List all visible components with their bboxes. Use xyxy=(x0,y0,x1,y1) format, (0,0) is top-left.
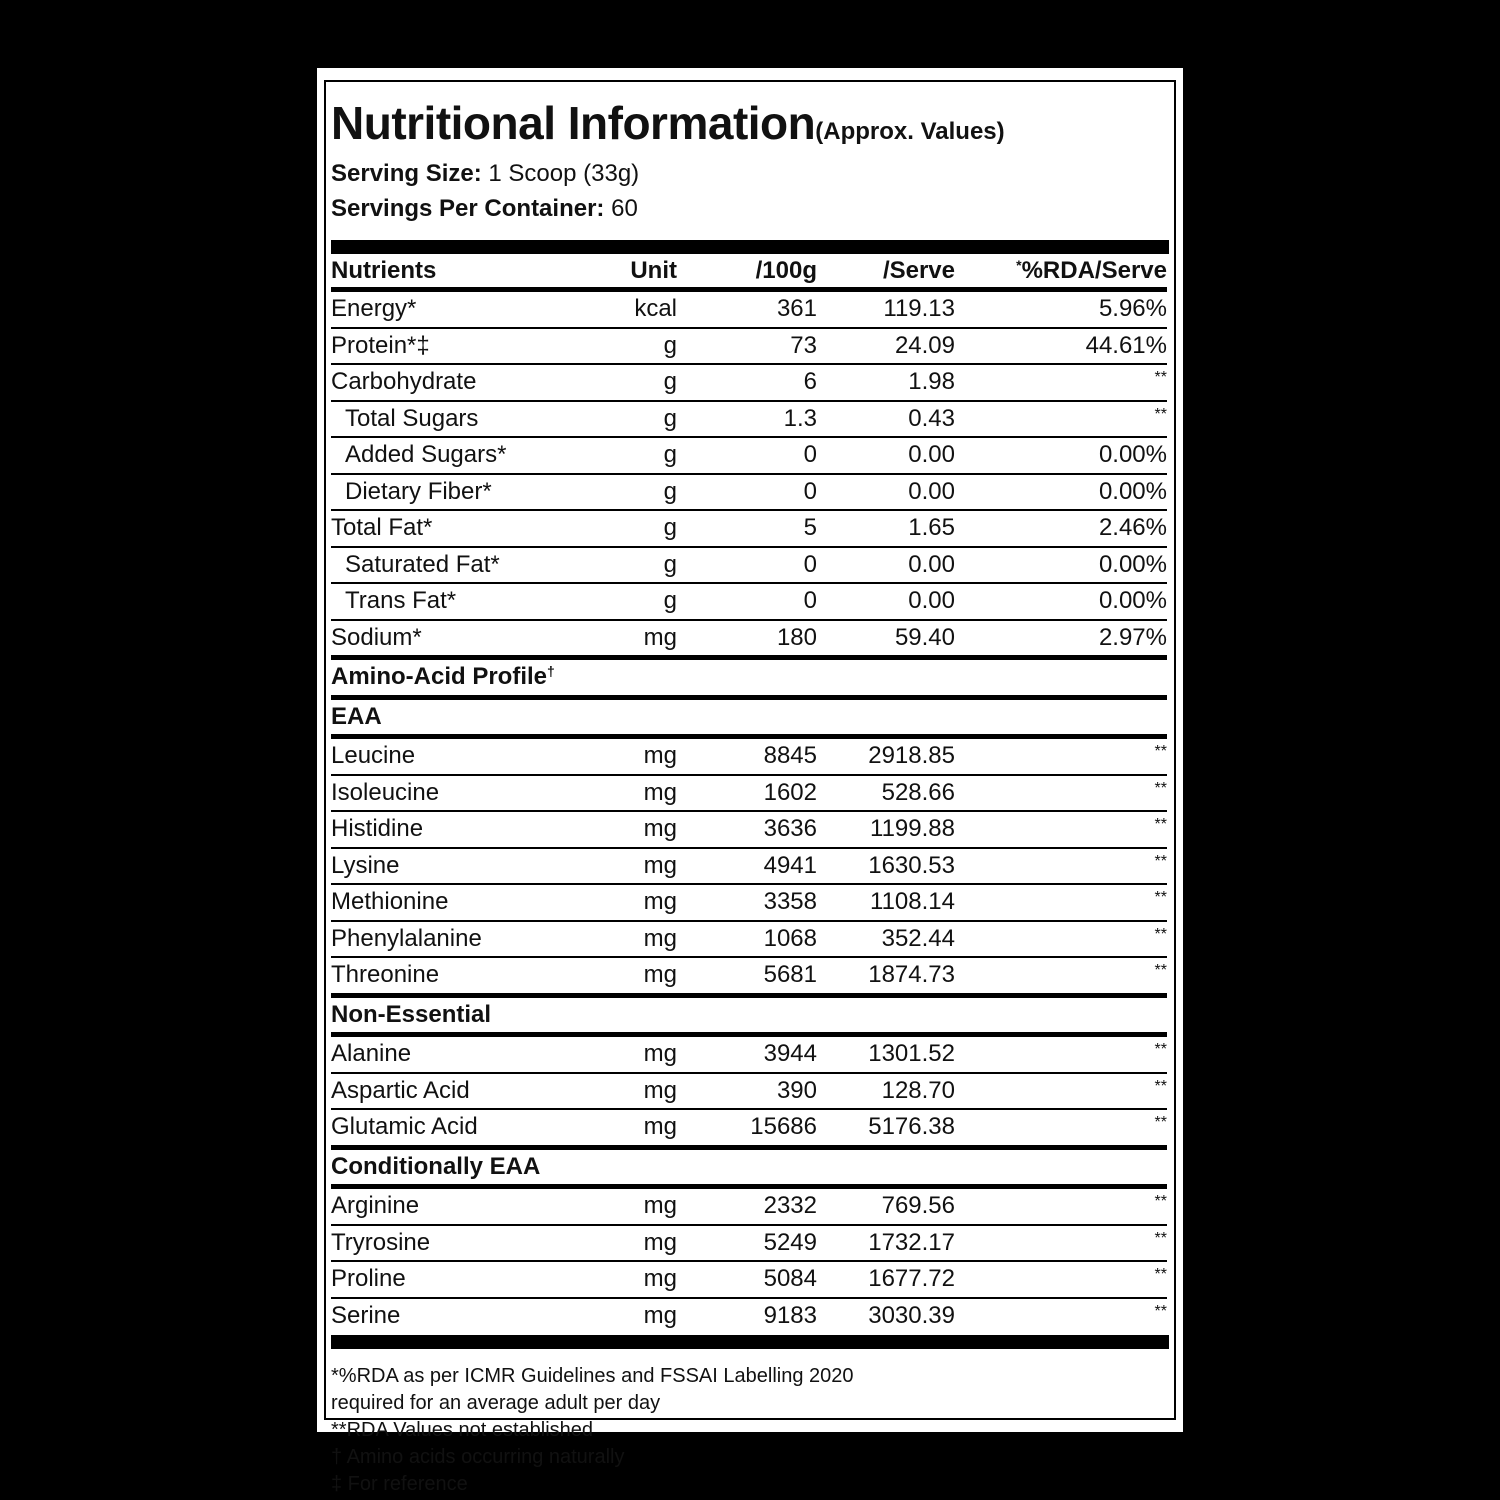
nutrient-name: Saturated Fat* xyxy=(331,547,601,584)
nutrient-name: Phenylalanine xyxy=(331,921,601,958)
section-header xyxy=(331,995,1167,1035)
value-rda xyxy=(955,811,1167,848)
table-row xyxy=(331,401,1167,438)
header-nutrients: Nutrients xyxy=(331,254,601,290)
value-rda xyxy=(955,884,1167,921)
value-rda xyxy=(955,1073,1167,1110)
value-per-100g: 8845 xyxy=(677,737,817,775)
nutrient-name: Dietary Fiber* xyxy=(331,474,601,511)
value-per-100g: 5249 xyxy=(677,1225,817,1262)
amino-profile-label xyxy=(331,658,1167,698)
section-title: Non-Essential xyxy=(331,995,1167,1035)
value-per-100g: 4941 xyxy=(677,848,817,885)
value-per-100g: 9183 xyxy=(677,1298,817,1334)
table-row xyxy=(331,737,1167,775)
nutrient-name: Arginine xyxy=(331,1187,601,1225)
value-per-serve: 1.65 xyxy=(817,510,955,547)
table-body xyxy=(331,290,1167,1334)
value-rda xyxy=(955,737,1167,775)
value-per-serve: 528.66 xyxy=(817,775,955,812)
value-per-serve: 1732.17 xyxy=(817,1225,955,1262)
rda-text: ** xyxy=(1154,1041,1167,1059)
value-per-100g: 5084 xyxy=(677,1261,817,1298)
value-per-serve: 2918.85 xyxy=(817,737,955,775)
value-rda xyxy=(955,848,1167,885)
footer-divider xyxy=(331,1335,1169,1349)
header-rda-mark: * xyxy=(1016,256,1022,273)
nutrient-name: Added Sugars* xyxy=(331,437,601,474)
nutrient-unit: mg xyxy=(601,957,677,995)
nutrient-name: Leucine xyxy=(331,737,601,775)
nutrient-unit: kcal xyxy=(634,295,677,323)
rda-text: ** xyxy=(1154,889,1167,907)
value-per-serve: 1630.53 xyxy=(817,848,955,885)
value-rda xyxy=(955,510,1167,547)
table-header xyxy=(331,254,1167,290)
value-rda xyxy=(955,328,1167,365)
nutrient-unit: mg xyxy=(601,1109,677,1147)
table-row xyxy=(331,1073,1167,1110)
value-per-serve: 1108.14 xyxy=(817,884,955,921)
value-per-serve: 0.00 xyxy=(817,474,955,511)
value-rda xyxy=(955,1225,1167,1262)
rda-text: 0.00% xyxy=(1098,550,1167,578)
rda-text: 2.97% xyxy=(1098,623,1167,651)
table-row xyxy=(331,1261,1167,1298)
header-rda xyxy=(955,254,1167,290)
table-row xyxy=(331,884,1167,921)
table-row xyxy=(331,1298,1167,1334)
value-per-100g: 3358 xyxy=(677,884,817,921)
value-rda xyxy=(955,547,1167,584)
value-per-100g: 1.3 xyxy=(677,401,817,438)
value-per-serve: 1199.88 xyxy=(817,811,955,848)
nutrient-unit: mg xyxy=(601,884,677,921)
value-per-serve: 0.00 xyxy=(817,437,955,474)
nutrient-name: Lysine xyxy=(331,848,601,885)
section-header xyxy=(331,697,1167,737)
rda-text: 44.61% xyxy=(1085,331,1167,359)
rda-text: ** xyxy=(1154,779,1167,797)
footnote-line: *%RDA as per ICMR Guidelines and FSSAI Labelling 2020 xyxy=(331,1365,854,1387)
value-per-serve: 1301.52 xyxy=(817,1035,955,1073)
value-per-serve: 769.56 xyxy=(817,1187,955,1225)
value-rda xyxy=(955,437,1167,474)
table-row xyxy=(331,510,1167,547)
nutrient-unit: g xyxy=(601,437,677,474)
value-per-100g: 2332 xyxy=(677,1187,817,1225)
nutrient-unit: g xyxy=(601,401,677,438)
rda-text: ** xyxy=(1154,1193,1167,1211)
header-perserve: /Serve xyxy=(817,254,955,290)
footnote-line: required for an average adult per day xyxy=(331,1392,661,1414)
nutrient-name: Alanine xyxy=(331,1035,601,1073)
amino-profile-header xyxy=(331,658,1167,698)
rda-text: ** xyxy=(1154,743,1167,761)
value-per-100g: 6 xyxy=(677,364,817,401)
nutrition-table xyxy=(331,254,1167,1333)
header-per100g: /100g xyxy=(677,254,817,290)
table-row xyxy=(331,437,1167,474)
nutrient-unit: g xyxy=(601,364,677,401)
label-title xyxy=(331,96,1169,156)
rda-text: ** xyxy=(1154,1229,1167,1247)
section-title: EAA xyxy=(331,697,1167,737)
nutrient-name: Isoleucine xyxy=(331,775,601,812)
nutrient-unit: mg xyxy=(601,1035,677,1073)
value-per-100g: 73 xyxy=(677,328,817,365)
table-row xyxy=(331,1187,1167,1225)
nutrient-name: Histidine xyxy=(331,811,601,848)
nutrient-name: Protein*‡ xyxy=(331,328,601,365)
value-per-100g: 15686 xyxy=(677,1109,817,1147)
value-per-100g: 180 xyxy=(677,620,817,658)
table-row xyxy=(331,583,1167,620)
nutrient-name: Total Sugars xyxy=(331,401,601,438)
nutrient-unit: mg xyxy=(601,1187,677,1225)
nutrient-unit: mg xyxy=(601,1073,677,1110)
value-rda xyxy=(955,583,1167,620)
value-rda xyxy=(955,620,1167,658)
rda-text: ** xyxy=(1154,1302,1167,1320)
nutrient-unit: mg xyxy=(601,737,677,775)
title-main: Nutritional Information xyxy=(331,97,816,149)
nutrient-unit: g xyxy=(601,510,677,547)
value-per-serve: 24.09 xyxy=(817,328,955,365)
value-rda xyxy=(955,1261,1167,1298)
table-row xyxy=(331,921,1167,958)
value-rda xyxy=(955,1109,1167,1147)
footnote-line: ‡ For reference xyxy=(331,1473,468,1495)
value-rda xyxy=(955,921,1167,958)
value-per-serve: 5176.38 xyxy=(817,1109,955,1147)
value-rda xyxy=(955,474,1167,511)
value-per-100g: 0 xyxy=(677,547,817,584)
nutrient-unit: g xyxy=(601,328,677,365)
value-per-serve: 1677.72 xyxy=(817,1261,955,1298)
section-title: Conditionally EAA xyxy=(331,1147,1167,1187)
nutrient-name: Energy* xyxy=(331,295,417,323)
nutrient-unit: g xyxy=(601,474,677,511)
rda-text: ** xyxy=(1154,1114,1167,1132)
value-rda xyxy=(955,401,1167,438)
nutrient-name: Aspartic Acid xyxy=(331,1073,601,1110)
nutrient-name: Sodium* xyxy=(331,620,601,658)
servings-per-container xyxy=(331,191,1169,226)
nutrient-unit: mg xyxy=(601,1298,677,1334)
value-per-serve: 1.98 xyxy=(817,364,955,401)
nutrient-unit: mg xyxy=(601,921,677,958)
amino-profile-mark: † xyxy=(547,663,555,680)
value-rda xyxy=(955,1298,1167,1334)
section-header xyxy=(331,1147,1167,1187)
rda-text: ** xyxy=(1154,369,1167,387)
value-rda xyxy=(955,957,1167,995)
table-row xyxy=(331,290,1167,328)
table-row xyxy=(331,1035,1167,1073)
table-row xyxy=(331,1109,1167,1147)
nutrition-label xyxy=(317,68,1183,1495)
value-per-100g: 1068 xyxy=(677,921,817,958)
nutrient-unit: mg xyxy=(601,620,677,658)
rda-text: ** xyxy=(1154,1077,1167,1095)
nutrient-unit: mg xyxy=(601,848,677,885)
value-rda xyxy=(955,364,1167,401)
value-per-serve: 59.40 xyxy=(817,620,955,658)
value-per-serve: 128.70 xyxy=(817,1073,955,1110)
footnote-line: † Amino acids occurring naturally xyxy=(331,1446,625,1468)
header-divider xyxy=(331,240,1169,254)
rda-text: ** xyxy=(1154,405,1167,423)
nutrient-unit: g xyxy=(601,547,677,584)
value-per-100g: 3636 xyxy=(677,811,817,848)
header-rda-label: %RDA/Serve xyxy=(1021,256,1167,284)
value-per-100g: 5681 xyxy=(677,957,817,995)
nutrient-name: Threonine xyxy=(331,957,601,995)
rda-text: ** xyxy=(1154,1266,1167,1284)
value-rda xyxy=(955,1187,1167,1225)
servings-label: Servings Per Container: xyxy=(331,195,605,222)
nutrient-name: Methionine xyxy=(331,884,601,921)
value-rda xyxy=(955,1035,1167,1073)
value-per-100g: 361 xyxy=(776,295,817,323)
table-row xyxy=(331,620,1167,658)
value-per-100g: 0 xyxy=(677,474,817,511)
rda-text: 0.00% xyxy=(1098,441,1167,469)
serving-size xyxy=(331,156,1169,191)
table-row xyxy=(331,547,1167,584)
table-row xyxy=(331,775,1167,812)
nutrient-unit: mg xyxy=(601,775,677,812)
nutrient-name: Carbohydrate xyxy=(331,364,601,401)
rda-text: 0.00% xyxy=(1098,587,1167,615)
header-unit: Unit xyxy=(601,254,677,290)
nutrient-unit: g xyxy=(601,583,677,620)
table-row xyxy=(331,957,1167,995)
table-row xyxy=(331,474,1167,511)
nutrient-unit: mg xyxy=(601,1261,677,1298)
rda-text: ** xyxy=(1154,925,1167,943)
value-rda xyxy=(955,290,1167,328)
nutrient-name: Glutamic Acid xyxy=(331,1109,601,1147)
value-per-serve: 119.13 xyxy=(883,295,955,323)
nutrient-name: Trans Fat* xyxy=(331,583,601,620)
value-rda xyxy=(955,775,1167,812)
table-row xyxy=(331,1225,1167,1262)
value-per-serve: 352.44 xyxy=(817,921,955,958)
table-row xyxy=(331,328,1167,365)
servings-value: 60 xyxy=(611,195,638,222)
nutrient-name: Tryrosine xyxy=(331,1225,601,1262)
title-note: (Approx. Values) xyxy=(815,118,1005,145)
rda-text: ** xyxy=(1154,852,1167,870)
nutrient-unit: mg xyxy=(601,811,677,848)
value-per-serve: 0.00 xyxy=(817,583,955,620)
rda-text: 0.00% xyxy=(1098,477,1167,505)
footnotes xyxy=(331,1363,1169,1498)
value-per-serve: 0.00 xyxy=(817,547,955,584)
rda-text: 5.96% xyxy=(1098,295,1167,323)
table-row xyxy=(331,848,1167,885)
nutrient-name: Proline xyxy=(331,1261,601,1298)
value-per-serve: 0.43 xyxy=(817,401,955,438)
value-per-100g: 390 xyxy=(677,1073,817,1110)
value-per-100g: 0 xyxy=(677,437,817,474)
rda-text: ** xyxy=(1154,816,1167,834)
value-per-serve: 1874.73 xyxy=(817,957,955,995)
value-per-100g: 1602 xyxy=(677,775,817,812)
nutrient-name: Total Fat* xyxy=(331,510,601,547)
serving-size-label: Serving Size: xyxy=(331,160,482,187)
value-per-100g: 3944 xyxy=(677,1035,817,1073)
value-per-100g: 5 xyxy=(677,510,817,547)
nutrient-name: Serine xyxy=(331,1298,601,1334)
amino-profile-text: Amino-Acid Profile xyxy=(331,663,548,691)
footnote-line: **RDA Values not established xyxy=(331,1419,594,1441)
nutrient-unit: mg xyxy=(601,1225,677,1262)
rda-text: 2.46% xyxy=(1098,514,1167,542)
value-per-serve: 3030.39 xyxy=(817,1298,955,1334)
rda-text: ** xyxy=(1154,962,1167,980)
label-content xyxy=(331,80,1169,1495)
table-row xyxy=(331,364,1167,401)
table-row xyxy=(331,811,1167,848)
serving-size-value: 1 Scoop (33g) xyxy=(488,160,640,187)
value-per-100g: 0 xyxy=(677,583,817,620)
